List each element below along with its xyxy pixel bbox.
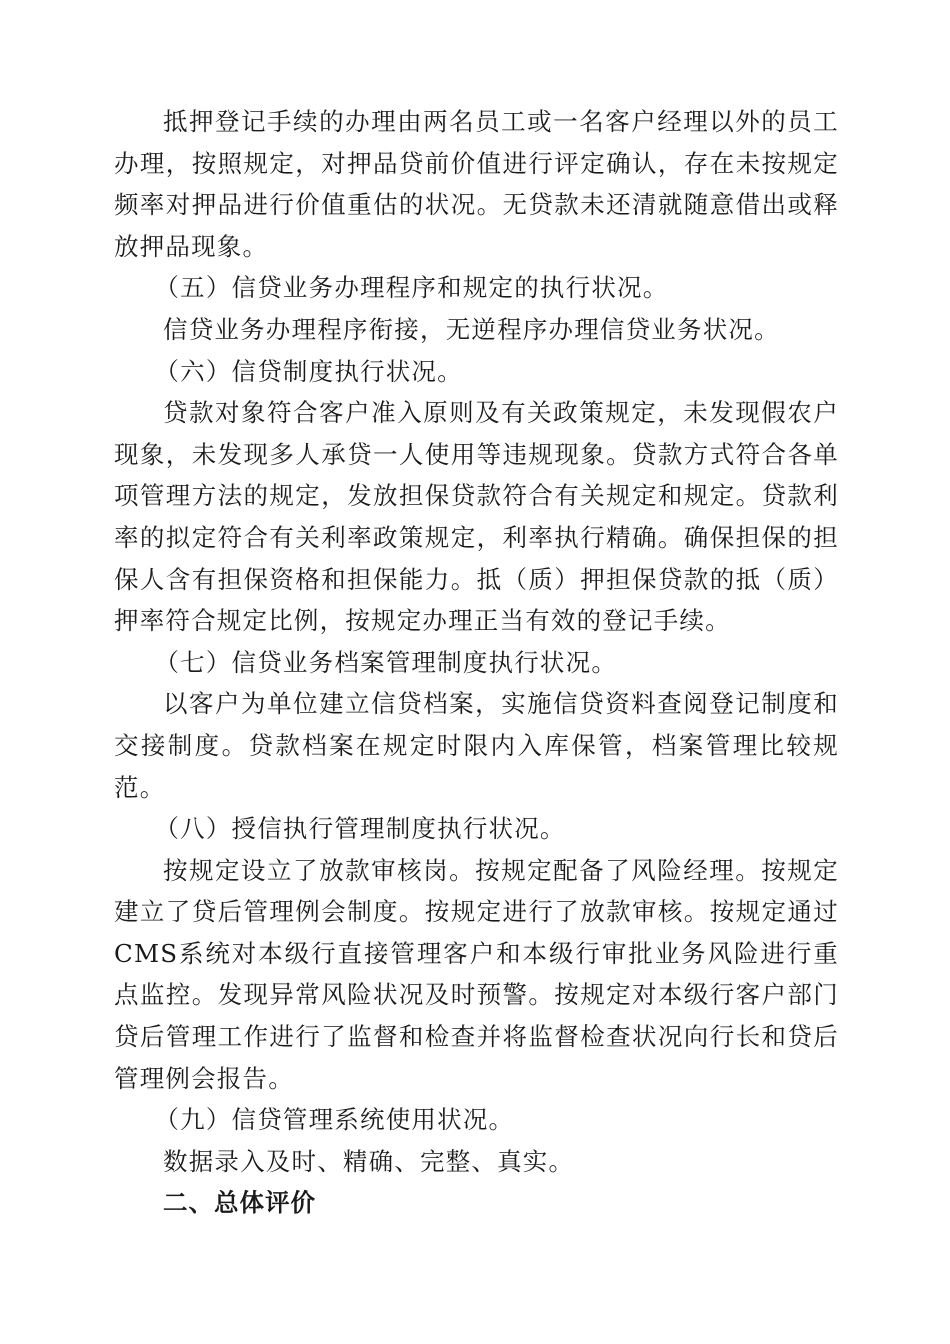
paragraph-credit-policy-execution: 贷款对象符合客户准入原则及有关政策规定，未发现假农户现象，未发现多人承贷一人使用等违规现象。贷款方式符合各单项管理方法的规定，发放担保贷款符合有关规定和规定。贷款利率的拟定符合有关利率政策规定，利率执行精确。确保担保的担保人含有担保资格和担保能力。抵（质）押担保贷款的抵（质）押率符合规定比例，按规定办理正当有效的登记手续。 [114,398,839,636]
section-heading-overall-evaluation: 二、总体评价 [163,1188,316,1218]
subheading-credit-policy-execution: （六）信贷制度执行状况。 [154,356,463,386]
paragraph-collateral-registration: 抵押登记手续的办理由两名员工或一名客户经理以外的员工办理，按照规定，对押品贷前价值进行评定确认，存在未按规定频率对押品进行价值重估的状况。无贷款未还清就随意借出或释放押品现象。 [114,107,839,261]
paragraph-archive-management: 以客户为单位建立信贷档案，实施信贷资料查阅登记制度和交接制度。贷款档案在规定时限内入库保管，档案管理比较规范。 [114,689,839,802]
subheading-procedure-execution: （五）信贷业务办理程序和规定的执行状况。 [154,273,669,303]
subheading-credit-authorization: （八）授信执行管理制度执行状况。 [154,814,566,844]
subheading-credit-system-usage: （九）信贷管理系统使用状况。 [154,1105,515,1135]
document-body [114,101,839,1224]
paragraph-credit-system-usage: 数据录入及时、精确、完整、真实。 [163,1146,575,1176]
subheading-archive-management: （七）信贷业务档案管理制度执行状况。 [154,647,618,677]
paragraph-procedure-execution: 信贷业务办理程序衔接，无逆程序办理信贷业务状况。 [163,314,780,344]
paragraph-credit-authorization: 按规定设立了放款审核岗。按规定配备了风险经理。按规定建立了贷后管理例会制度。按规定进行了放款审核。按规定通过CMS系统对本级行直接管理客户和本级行审批业务风险进行重点监控。发现异常风险状况及时预警。按规定对本级行客户部门贷后管理工作进行了监督和检查并将监督检查状况向行长和贷后管理例会报告。 [114,855,839,1093]
